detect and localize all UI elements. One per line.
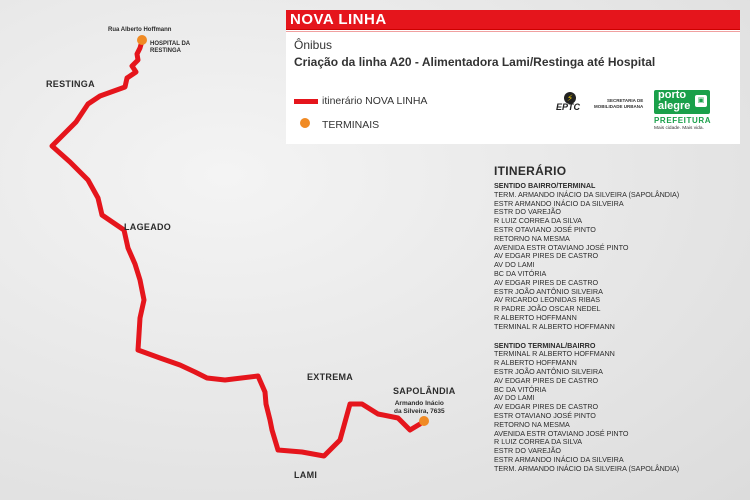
itinerary-street: ESTR OTAVIANO JOSÉ PINTO bbox=[494, 410, 596, 420]
itinerary-street: RETORNO NA MESMA bbox=[494, 419, 570, 429]
itinerary-street: TERM. ARMANDO INÁCIO DA SILVEIRA (SAPOLÂNDIA) bbox=[494, 189, 680, 199]
outbound-list bbox=[494, 191, 679, 332]
itinerary-street: ESTR JOÃO ANTÔNIO SILVEIRA bbox=[494, 366, 603, 376]
itinerary-street: AV DO LAMI bbox=[494, 260, 535, 270]
terminal-north-name: HOSPITAL DA RESTINGA bbox=[150, 41, 191, 54]
itinerary-street: R ALBERTO HOFFMANN bbox=[494, 358, 577, 368]
itinerary-street: ESTR ARMANDO INÁCIO DA SILVEIRA bbox=[494, 454, 624, 464]
itinerary-street: AV EDGAR PIRES DE CASTRO bbox=[494, 375, 599, 385]
area-label-extrema: EXTREMA bbox=[307, 372, 354, 382]
area-label-lami: LAMI bbox=[294, 470, 318, 480]
itinerary-street: R ALBERTO HOFFMANN bbox=[494, 312, 577, 322]
terminal-north-marker bbox=[137, 35, 147, 45]
itinerary-panel bbox=[494, 164, 679, 474]
page-title: NOVA LINHA bbox=[290, 11, 387, 28]
itinerary-street: AV EDGAR PIRES DE CASTRO bbox=[494, 251, 599, 261]
area-label-restinga: RESTINGA bbox=[46, 79, 95, 89]
itinerary-street: R LUIZ CORREA DA SILVA bbox=[494, 216, 583, 226]
legend-terminal-swatch bbox=[300, 118, 310, 128]
itinerary-title: ITINERÁRIO bbox=[494, 164, 567, 178]
prefeitura-label: PREFEITURA bbox=[654, 116, 712, 125]
itinerary-street: BC DA VITÓRIA bbox=[494, 384, 547, 394]
itinerary-street: AV RICARDO LEONIDAS RIBAS bbox=[494, 295, 601, 305]
city-emblem-icon: ▣ bbox=[695, 95, 707, 107]
return-title: SENTIDO TERMINAL/BAIRRO bbox=[494, 340, 596, 350]
itinerary-street: AVENIDA ESTR OTAVIANO JOSÉ PINTO bbox=[494, 428, 629, 438]
itinerary-street: ESTR JOÃO ANTÔNIO SILVEIRA bbox=[494, 286, 603, 296]
terminal-south-name: Armando Inácio da Silveira, 7635 bbox=[394, 400, 445, 415]
secretaria-label: SECRETARIA DE MOBILIDADE URBANA bbox=[594, 98, 644, 109]
prefeitura-slogan: Mais cidade. Mais vida. bbox=[654, 126, 704, 131]
eptc-logo-text: EPTC bbox=[556, 102, 581, 112]
eptc-logo bbox=[556, 92, 590, 122]
itinerary-street: R LUIZ CORREA DA SILVA bbox=[494, 437, 583, 447]
route-title: Criação da linha A20 - Alimentadora Lami/Restinga até Hospital bbox=[294, 55, 656, 69]
area-label-lageado: LAGEADO bbox=[124, 222, 172, 232]
transport-mode: Ônibus bbox=[294, 38, 333, 52]
title-bar bbox=[286, 10, 740, 30]
porto-alegre-logo: porto alegre ▣ bbox=[654, 90, 710, 114]
itinerary-street: AV EDGAR PIRES DE CASTRO bbox=[494, 277, 599, 287]
itinerary-street: TERM. ARMANDO INÁCIO DA SILVEIRA (SAPOLÂNDIA) bbox=[494, 463, 680, 473]
itinerary-street: TERMINAL R ALBERTO HOFFMANN bbox=[494, 321, 615, 331]
itinerary-street: ESTR ARMANDO INÁCIO DA SILVEIRA bbox=[494, 198, 624, 208]
itinerary-street: ESTR DO VAREJÃO bbox=[494, 446, 561, 456]
itinerary-street: BC DA VITÓRIA bbox=[494, 268, 547, 278]
legend-terminal-label: TERMINAIS bbox=[322, 119, 380, 131]
outbound-title: SENTIDO BAIRRO/TERMINAL bbox=[494, 181, 596, 190]
header-panel bbox=[286, 10, 740, 144]
itinerary-street: AV EDGAR PIRES DE CASTRO bbox=[494, 402, 599, 412]
legend-route-swatch bbox=[294, 99, 318, 104]
itinerary-street: TERMINAL R ALBERTO HOFFMANN bbox=[494, 349, 615, 359]
itinerary-street: RETORNO NA MESMA bbox=[494, 233, 570, 243]
area-label-sapolandia: SAPOLÂNDIA bbox=[393, 386, 456, 396]
itinerary-street: ESTR OTAVIANO JOSÉ PINTO bbox=[494, 224, 596, 234]
title-divider bbox=[286, 31, 740, 32]
itinerary-street: AVENIDA ESTR OTAVIANO JOSÉ PINTO bbox=[494, 242, 629, 252]
terminal-south-marker bbox=[419, 416, 429, 426]
legend-route-label: itinerário NOVA LINHA bbox=[322, 95, 428, 107]
itinerary-street: R PADRE JOÃO OSCAR NEDEL bbox=[494, 304, 601, 314]
bolt-icon: ⚡ bbox=[564, 92, 576, 104]
terminal-north-street: Rua Alberto Hoffmann bbox=[108, 27, 172, 33]
itinerary-street: AV DO LAMI bbox=[494, 393, 535, 403]
itinerary-street: ESTR DO VAREJÃO bbox=[494, 207, 561, 217]
return-list bbox=[494, 350, 679, 473]
